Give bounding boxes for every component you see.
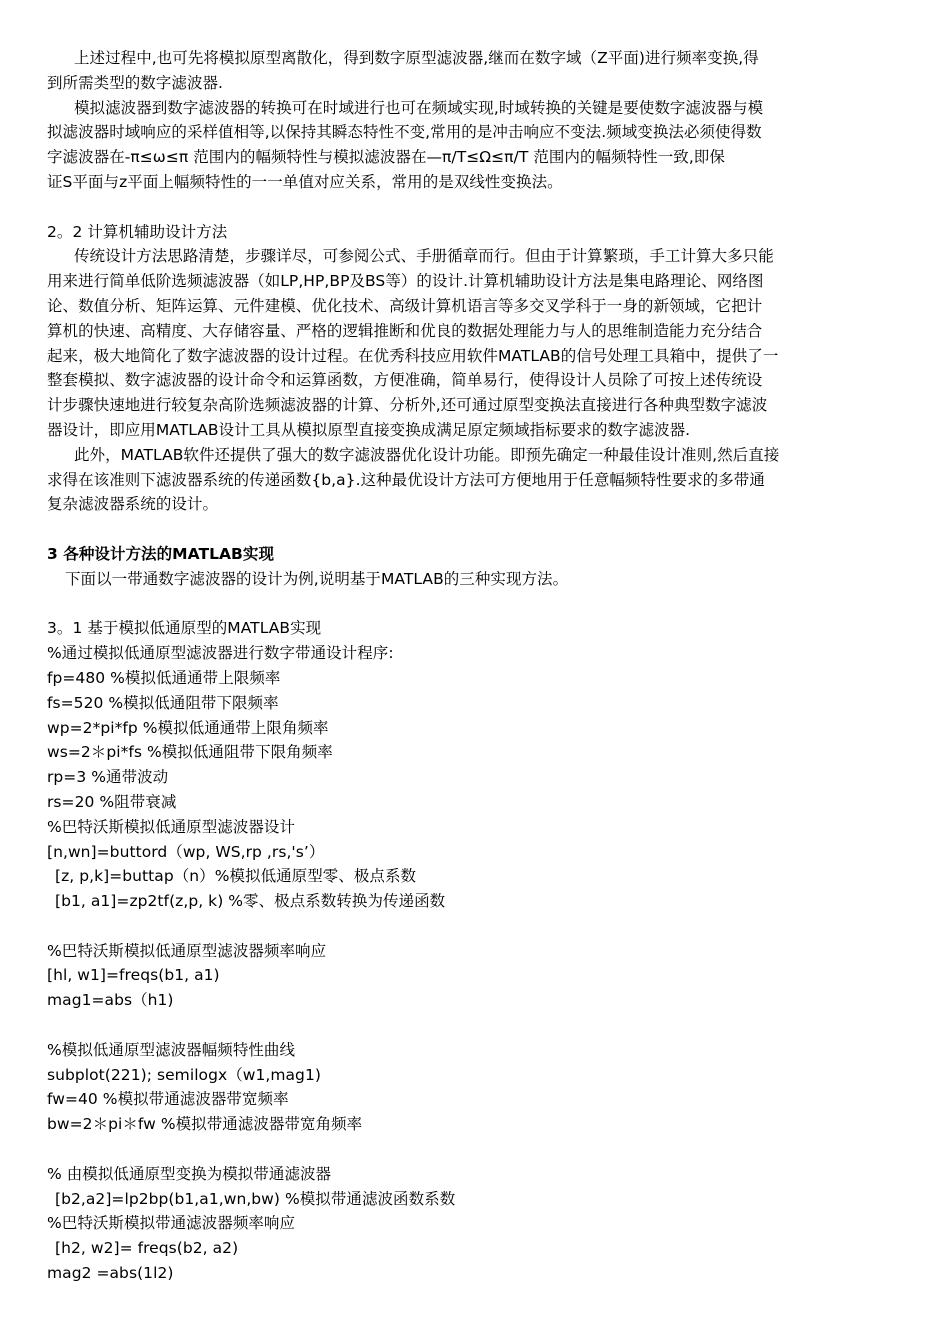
text-line: 模拟滤波器到数字滤波器的转换可在时域进行也可在频域实现,时域转换的关键是要使数字滤波器与模	[74, 98, 764, 117]
code-line: subplot(221); semilogx（w1,mag1)	[47, 1065, 321, 1084]
blank-line	[47, 1013, 900, 1038]
code-line: rs=20 %阻带衰减	[47, 792, 177, 811]
code-line: %通过模拟低通原型滤波器进行数字带通设计程序:	[47, 644, 394, 663]
code-line: fp=480 %模拟低通通带上限频率	[47, 668, 281, 687]
text-line: 到所需类型的数字滤波器.	[47, 73, 224, 92]
code-line: %巴特沃斯模拟带通滤波器频率响应	[47, 1214, 296, 1233]
text-line: 复杂滤波器系统的设计。	[47, 495, 219, 514]
code-line: [b2,a2]=lp2bp(b1,a1,wn,bw) %模拟带通滤波函数系数	[55, 1189, 456, 1208]
text-line: 字滤波器在-π≤ω≤π 范围内的幅频特性与模拟滤波器在—π/T≤Ω≤π/T 范围内的幅频特性一致,即保	[47, 148, 725, 167]
code-line: [hl, w1]=freqs(b1, a1)	[47, 966, 220, 985]
section-heading: 3 各种设计方法的MATLAB实现	[47, 544, 275, 563]
blank-line	[47, 592, 900, 617]
code-line: [n,wn]=buttord（wp, WS,rp ,rs,'s’）	[47, 842, 325, 861]
blank-line	[47, 195, 900, 220]
code-line: mag1=abs（h1)	[47, 991, 174, 1010]
code-block	[47, 641, 900, 914]
text-line: 求得在该准则下滤波器系统的传递函数{b,a}.这种最优设计方法可方便地用于任意幅频特性要求的多带通	[47, 470, 765, 489]
code-block	[47, 1038, 900, 1137]
paragraph	[47, 244, 900, 442]
code-line: %模拟低通原型滤波器幅频特性曲线	[47, 1040, 296, 1059]
blank-line	[47, 1137, 900, 1162]
code-line: bw=2＊pi＊fw %模拟带通滤波器带宽角频率	[47, 1115, 363, 1134]
code-line: fw=40 %模拟带通滤波器带宽频率	[47, 1090, 289, 1109]
text-line: 器设计，即应用MATLAB设计工具从模拟原型直接变换成满足原定频域指标要求的数字滤波器.	[47, 420, 691, 439]
code-line: % 由模拟低通原型变换为模拟带通滤波器	[47, 1164, 332, 1183]
text-line: 上述过程中,也可先将模拟原型离散化，得到数字原型滤波器,继而在数字域（Z平面)进行频率变换,得	[74, 49, 759, 67]
code-line: mag2 =abs(1l2)	[47, 1264, 174, 1283]
text-line: 算机的快速、高精度、大存储容量、严格的逻辑推断和优良的数据处理能力与人的思维制造能力充分结合	[47, 321, 763, 340]
paragraph	[47, 443, 900, 517]
text-line: 计步骤快速地进行较复杂高阶选频滤波器的计算、分析外,还可通过原型变换法直接进行各种典型数字滤波	[47, 396, 768, 415]
paragraph	[47, 96, 900, 195]
code-block	[47, 939, 900, 1013]
text-line: 拟滤波器时域响应的采样值相等,以保持其瞬态特性不变,常用的是冲击响应不变法.频域变换法必须使得数	[47, 123, 762, 142]
text-line: 用来进行简单低阶选频滤波器（如LP,HP,BP及BS等）的设计.计算机辅助设计方法是集电路理论、网络图	[47, 272, 764, 291]
text-line: 起来，极大地简化了数字滤波器的设计过程。在优秀科技应用软件MATLAB的信号处理工具箱中，提供了一	[47, 346, 779, 365]
text-line: 论、数值分析、矩阵运算、元件建模、优化技术、高级计算机语言等多交叉学科于一身的新领域，它把计	[47, 296, 763, 315]
code-line: wp=2*pi*fp %模拟低通通带上限角频率	[47, 718, 329, 737]
text-line: 下面以一带通数字滤波器的设计为例,说明基于MATLAB的三种实现方法。	[65, 569, 569, 588]
code-line: %巴特沃斯模拟低通原型滤波器设计	[47, 817, 296, 836]
code-line: rp=3 %通带波动	[47, 768, 169, 787]
code-line: fs=520 %模拟低通阻带下限频率	[47, 693, 279, 712]
code-line: [b1, a1]=zp2tf(z,p, k) %零、极点系数转换为传递函数	[55, 892, 446, 911]
code-line: %巴特沃斯模拟低通原型滤波器频率响应	[47, 941, 327, 960]
text-line: 传统设计方法思路清楚，步骤详尽，可参阅公式、手册循章而行。但由于计算繁琐，手工计算大多只能	[74, 247, 774, 266]
blank-line	[47, 914, 900, 939]
blank-line	[47, 517, 900, 542]
subsection-heading: 3。1 基于模拟低通原型的MATLAB实现	[47, 619, 322, 638]
code-line: ws=2＊pi*fs %模拟低通阻带下限角频率	[47, 743, 333, 762]
text-line: 此外，MATLAB软件还提供了强大的数字滤波器优化设计功能。即预先确定一种最佳设计准则,然后直接	[74, 445, 780, 464]
code-block	[47, 1162, 900, 1286]
paragraph	[47, 46, 900, 96]
code-line: [z, p,k]=buttap（n）%模拟低通原型零、极点系数	[55, 867, 417, 886]
section-heading: 2。2 计算机辅助设计方法	[47, 222, 228, 241]
text-line: 证S平面与z平面上幅频特性的一一单值对应关系，常用的是双线性变换法。	[47, 172, 563, 191]
code-line: [h2, w2]= freqs(b2, a2)	[55, 1239, 239, 1258]
text-line: 整套模拟、数字滤波器的设计命令和运算函数，方便准确，简单易行，使得设计人员除了可按上述传统设	[47, 371, 763, 390]
